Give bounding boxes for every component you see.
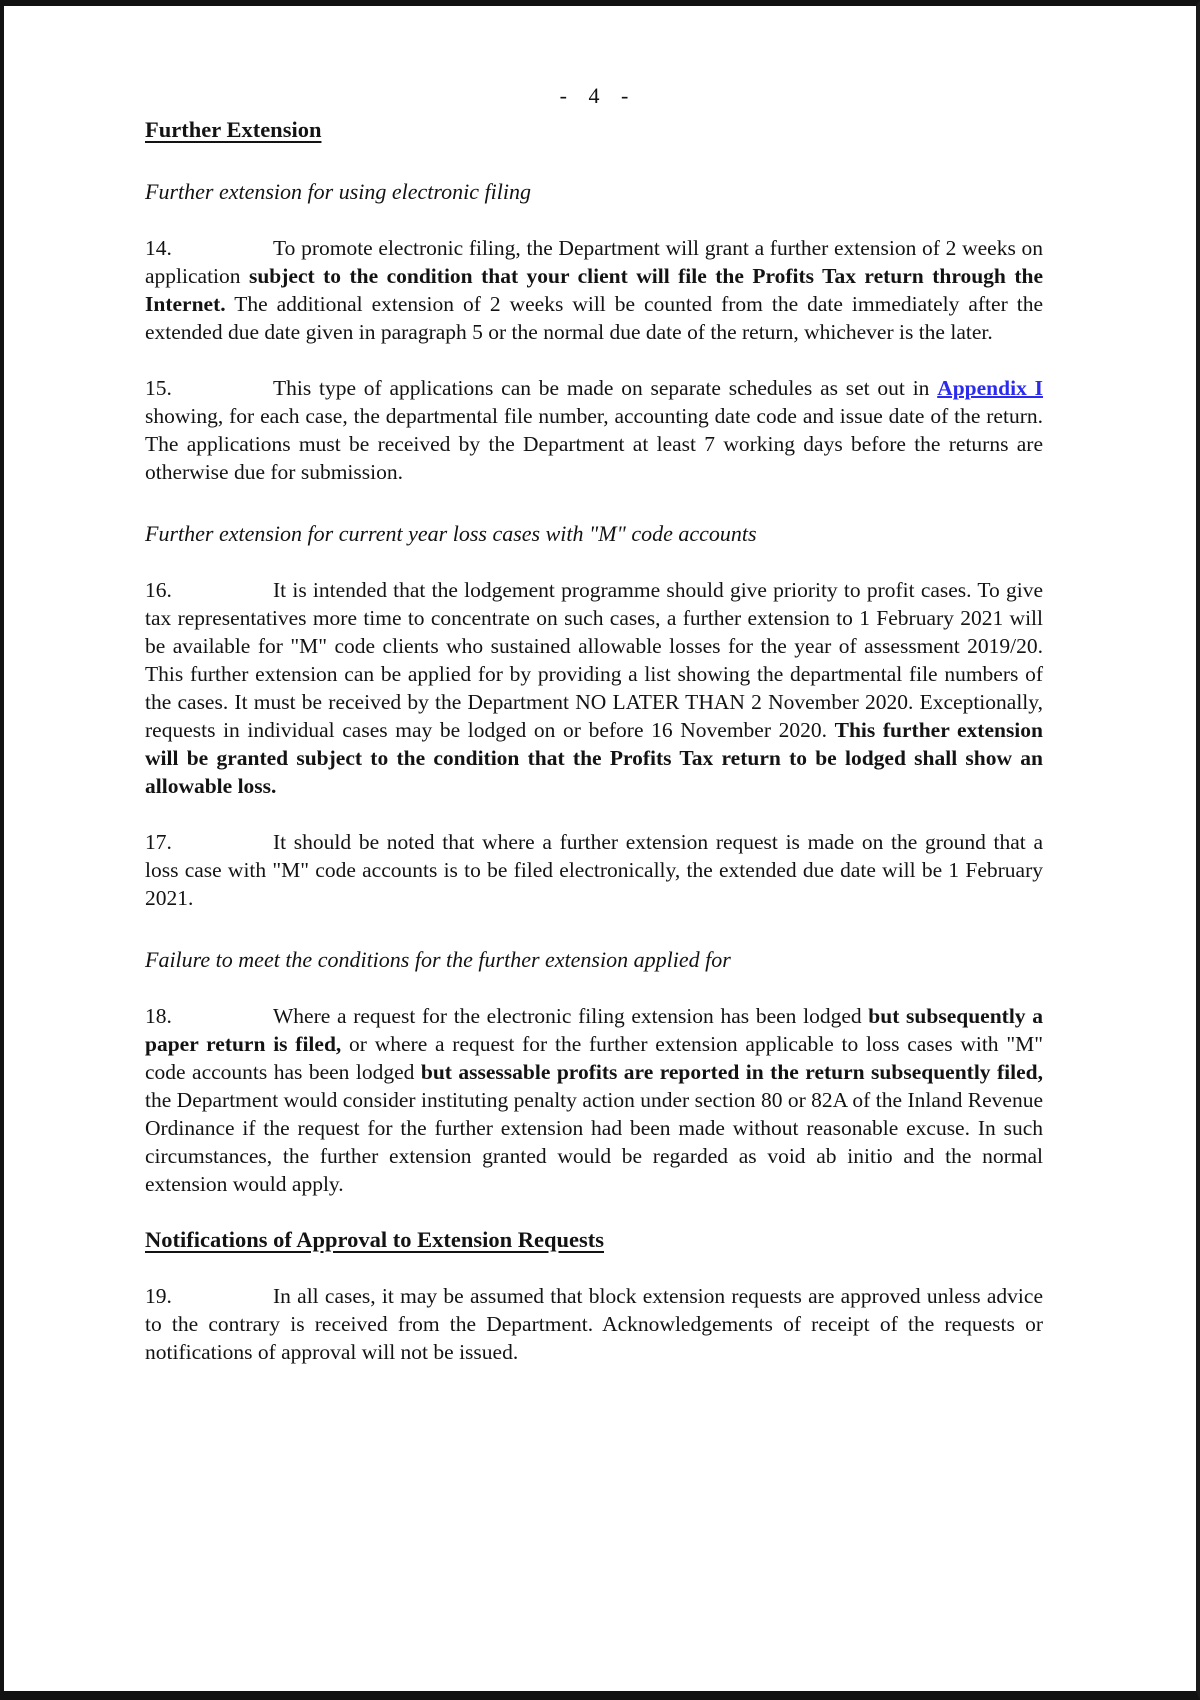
bold-text-run: but assessable profits are reported in the return subsequently filed, xyxy=(420,1060,1043,1084)
page-number: - 4 - xyxy=(559,83,629,108)
document-body xyxy=(145,116,1043,1366)
body-text-run: It is intended that the lodgement programme should give priority to profit cases. To give tax representatives more time to concentrate on such cases, a further extension to 1 February 2021 will be available for "M" code clients who sustained allowable losses for the year of assessment 2019/20. This further extension can be applied for by providing a list showing the departmental file numbers of the cases. It must be received by the Department NO LATER THAN 2 November 2020. Exceptionally, requests in individual cases may be lodged on or before 16 November 2020. xyxy=(145,578,1043,742)
body-text-run: This type of applications can be made on separate schedules as set out in xyxy=(273,376,938,400)
body-text-run: Where a request for the electronic filing extension has been lodged xyxy=(273,1004,869,1028)
body-text-run: In all cases, it may be assumed that block extension requests are approved unless advice to the contrary is received from the Department. Acknowledgements of receipt of the requests or notifications of approval will not be issued. xyxy=(145,1284,1043,1364)
section-heading-1: Further Extension xyxy=(145,117,322,142)
paragraph-19 xyxy=(145,1282,1043,1366)
body-text-run: the Department would consider instituting penalty action under section 80 or 82A of the Inland Revenue Ordinance if the request for the further extension had been made without reasonable excuse. In such circumstances, the further extension granted would be regarded as void ab initio and the normal extension would apply. xyxy=(145,1088,1043,1196)
paragraph-17 xyxy=(145,828,1043,912)
paragraph-15 xyxy=(145,374,1043,486)
sub-heading: Failure to meet the conditions for the further extension applied for xyxy=(145,947,731,972)
bold-text-run: This further extension will be granted subject to the condition that the Profits Tax return to be lodged shall show an allowable loss. xyxy=(145,718,1043,798)
paragraph-14 xyxy=(145,234,1043,346)
paragraph-16 xyxy=(145,576,1043,800)
paragraph-number: 18. xyxy=(145,1004,172,1028)
body-text-run: showing, for each case, the departmental file number, accounting date code and issue date of the return. The applications must be received by the Department at least 7 working days before the returns are otherwise due for submission. xyxy=(145,404,1043,484)
body-text-run: The additional extension of 2 weeks will be counted from the date immediately after the extended due date given in paragraph 5 or the normal due date of the return, whichever is the later. xyxy=(145,292,1043,344)
appendix-link[interactable]: Appendix I xyxy=(937,376,1043,400)
bold-text-run: subject to the condition that your client will file the Profits Tax return through the Internet. xyxy=(145,264,1043,316)
paragraph-number: 17. xyxy=(145,830,172,854)
paragraph-number: 16. xyxy=(145,578,172,602)
paragraph-number: 14. xyxy=(145,236,172,260)
body-text-run: It should be noted that where a further extension request is made on the ground that a loss case with "M" code accounts is to be filed electronically, the extended due date will be 1 February 2021. xyxy=(145,830,1043,910)
bold-text-run: but subsequently a paper return is filed, xyxy=(145,1004,1043,1056)
sub-heading: Further extension for current year loss cases with "M" code accounts xyxy=(145,521,757,546)
document-content xyxy=(145,82,1043,1366)
paragraph-number: 15. xyxy=(145,376,172,400)
paragraph-18 xyxy=(145,1002,1043,1198)
body-text-run: To promote electronic filing, the Department will grant a further extension of 2 weeks on application xyxy=(145,236,1043,288)
body-text-run: or where a request for the further extension applicable to loss cases with "M" code accounts has been lodged xyxy=(145,1032,1043,1084)
section-heading-2: Notifications of Approval to Extension Requests xyxy=(145,1227,604,1252)
sub-heading: Further extension for using electronic filing xyxy=(145,179,531,204)
paragraph-number: 19. xyxy=(145,1284,172,1308)
